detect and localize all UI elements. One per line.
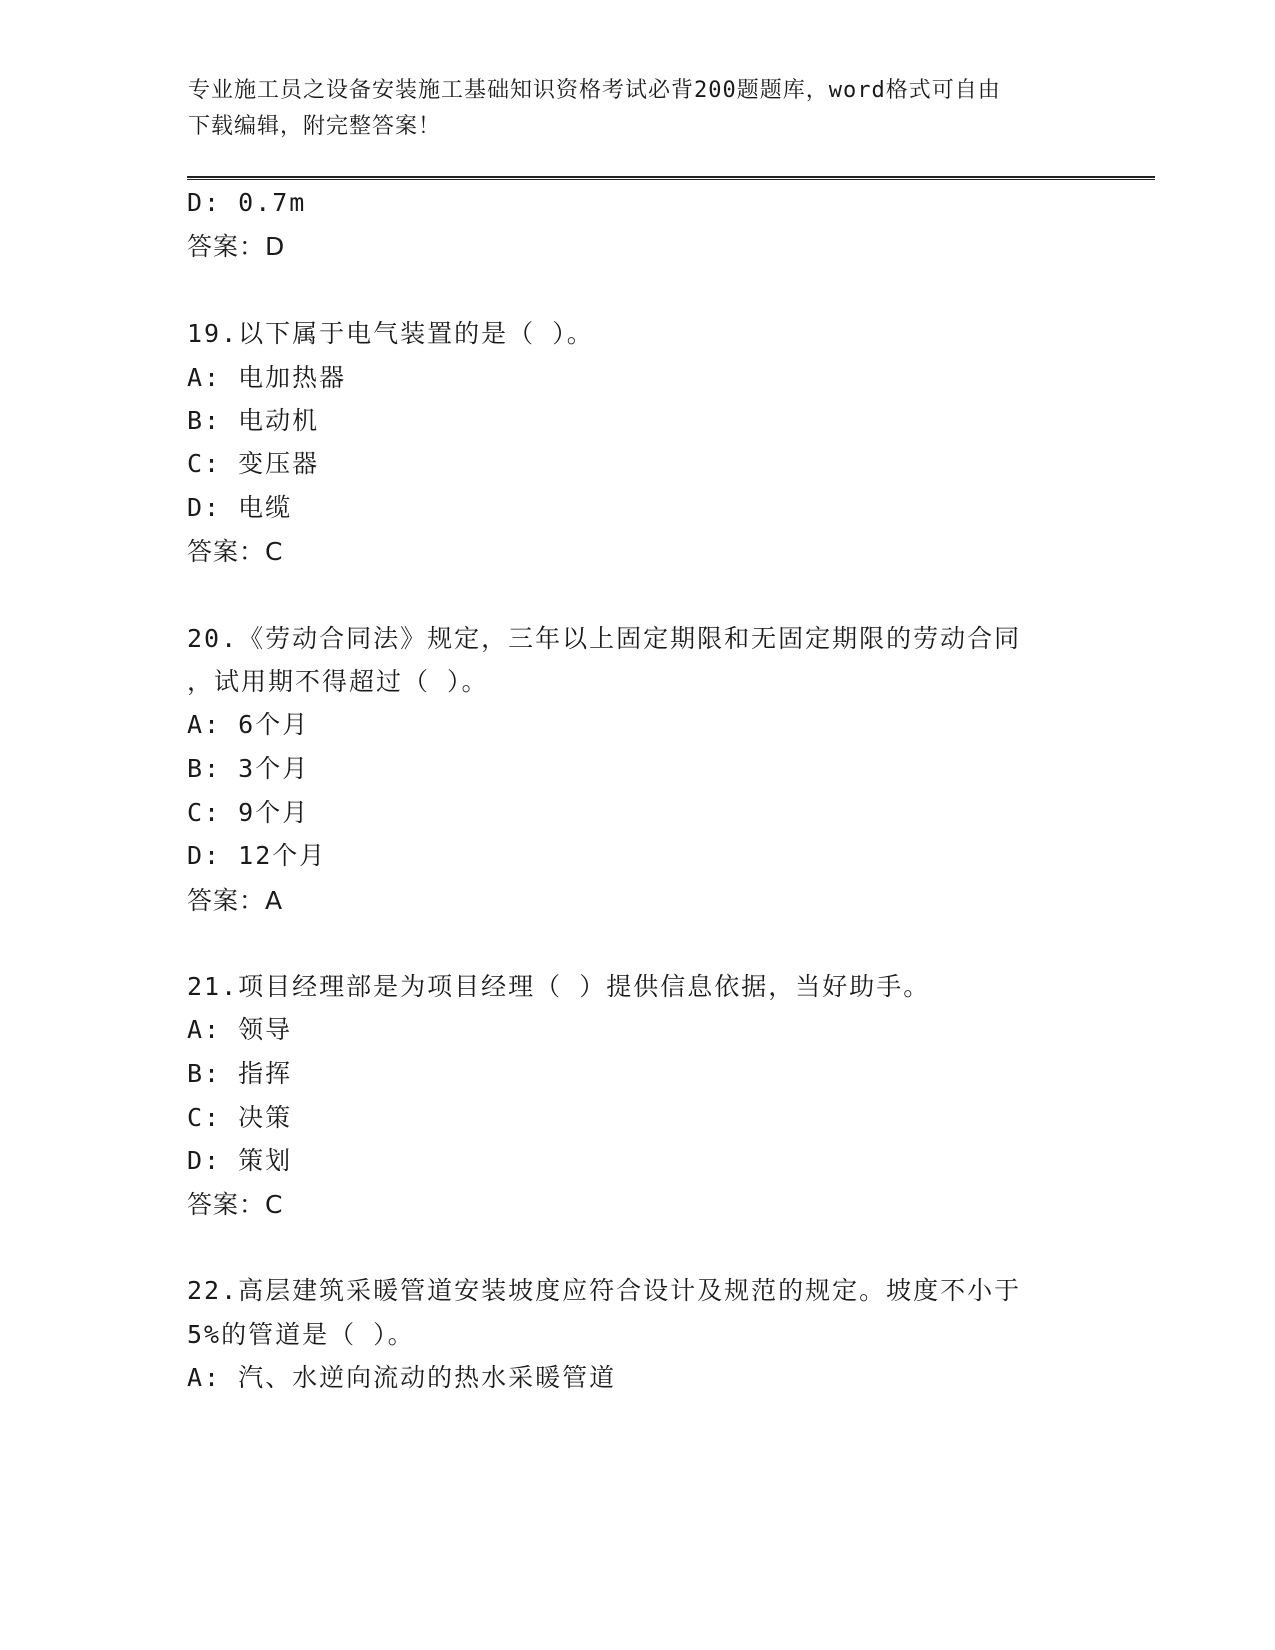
question-21-option-c: C: 决策 <box>187 1103 293 1132</box>
question-19-option-c: C: 变压器 <box>187 449 320 478</box>
question-19-stem: 19.以下属于电气装置的是（ ）。 <box>187 319 594 348</box>
prev-answer: 答案：D <box>187 232 286 261</box>
header-divider <box>187 176 1155 180</box>
question-21-option-d: D: 策划 <box>187 1146 293 1175</box>
question-21-stem: 21.项目经理部是为项目经理（ ）提供信息依据，当好助手。 <box>187 972 931 1001</box>
question-20-option-c: C: 9个月 <box>187 798 310 827</box>
header-title-line-1: 专业施工员之设备安装施工基础知识资格考试必背200题题库，word格式可自由 <box>188 78 1001 103</box>
question-20-option-b: B: 3个月 <box>187 754 310 783</box>
question-21-answer: 答案：C <box>187 1190 284 1219</box>
question-21-option-b: B: 指挥 <box>187 1059 293 1088</box>
question-20-option-a: A: 6个月 <box>187 710 310 739</box>
question-20-answer: 答案：A <box>187 886 284 915</box>
question-22-option-a: A: 汽、水逆向流动的热水采暖管道 <box>187 1363 617 1392</box>
question-21-option-a: A: 领导 <box>187 1015 293 1044</box>
question-22-stem-line-1: 22.高层建筑采暖管道安装坡度应符合设计及规范的规定。坡度不小于 <box>187 1276 1022 1305</box>
prev-option-d: D: 0.7m <box>187 188 307 217</box>
question-20-stem-line-2: ，试用期不得超过（ ）。 <box>187 667 489 696</box>
question-19-option-b: B: 电动机 <box>187 406 320 435</box>
question-19-answer: 答案：C <box>187 537 284 566</box>
question-22-stem-line-2: 5%的管道是（ ）。 <box>187 1320 415 1349</box>
question-19-option-d: D: 电缆 <box>187 493 293 522</box>
question-20-stem-line-1: 20.《劳动合同法》规定，三年以上固定期限和无固定期限的劳动合同 <box>187 624 1022 653</box>
question-20-option-d: D: 12个月 <box>187 841 327 870</box>
document-header <box>188 73 1088 145</box>
question-19-option-a: A: 电加热器 <box>187 363 347 392</box>
header-title-line-2: 下载编辑，附完整答案！ <box>188 114 442 139</box>
